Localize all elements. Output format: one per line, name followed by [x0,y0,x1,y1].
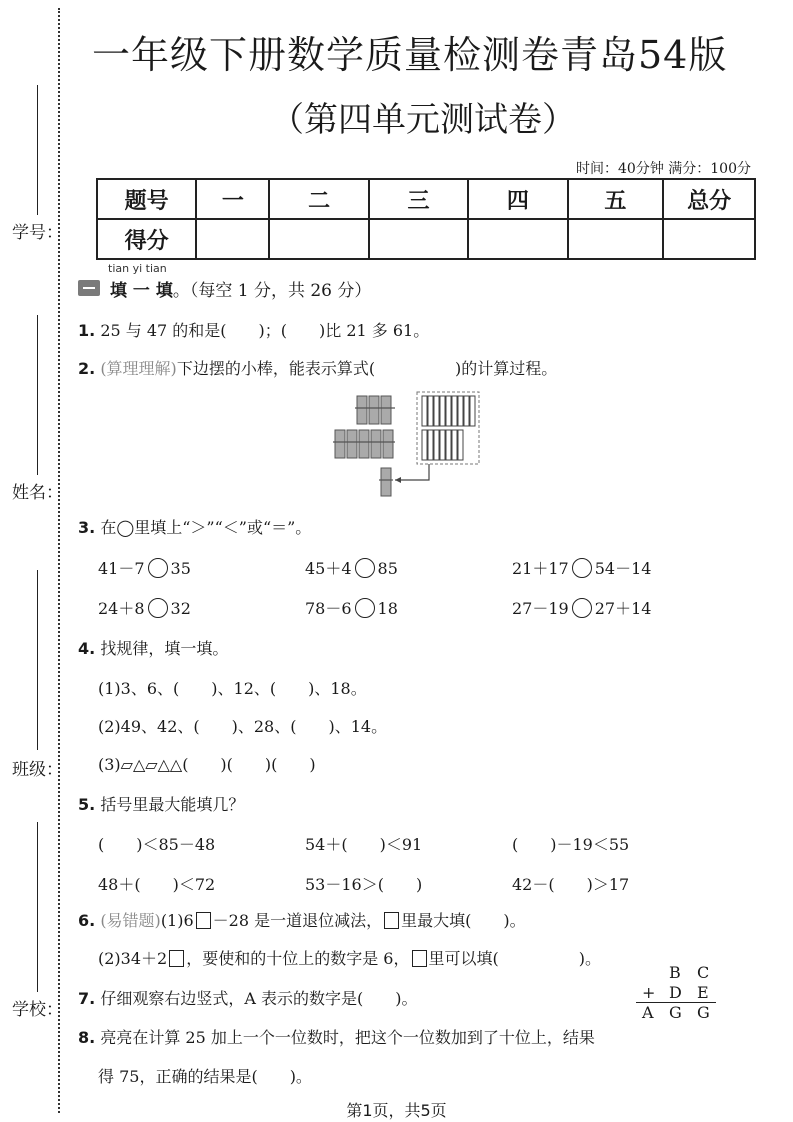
expr-right: 32 [170,599,191,618]
score-cell[interactable] [369,219,468,259]
question-number: 5. [78,795,96,814]
question-number: 2. [78,359,96,378]
expr-right: 85 [377,559,398,578]
compare-item [512,596,651,619]
question-text: 里最大填( )。 [401,911,526,930]
answer-circle[interactable] [148,598,168,618]
student-id-field-line[interactable] [37,85,38,215]
digit: E [697,983,709,1002]
pattern-line-2: (2)49、42、( )、28、( )、14。 [98,717,388,736]
section-heading [110,276,371,301]
score-cell[interactable] [568,219,664,259]
question-text: 括号里最大能填几？ [100,795,245,814]
question-text: (1)6 [160,911,194,930]
expr-right: 18 [377,599,398,618]
question-number: 4. [78,639,96,658]
question-text: 仔细观察右边竖式，A 表示的数字是( )。 [100,989,418,1008]
digit: A [642,1003,654,1022]
compare-item [98,596,191,619]
expr-left: 41－7 [98,559,145,578]
fill-item: 48＋( )＜72 [98,875,216,894]
table-cell: 得分 [97,219,196,259]
section-title: 填 一 填 [110,281,173,301]
question-text: 找规律，填一填。 [100,639,229,658]
page-title: 一年级下册数学质量检测卷青岛54版 [92,33,728,77]
score-table [96,178,756,260]
score-cell[interactable] [196,219,269,259]
question-7 [78,986,417,1009]
side-label-name: 姓名： [12,483,63,503]
question-text: 在◯里填上“＞”“＜”或“＝”。 [100,518,312,537]
digit: B [669,963,681,982]
question-number: 8. [78,1028,96,1047]
question-1 [78,318,429,341]
fill-item: 54＋( )＜91 [305,835,423,854]
digit: C [697,963,710,982]
name-field-line[interactable] [37,315,38,475]
question-text: 25 与 47 的和是( )；( )比 21 多 61。 [100,321,430,340]
question-4 [78,636,228,659]
expr-left: 24＋8 [98,599,145,618]
question-tag: (算理理解) [100,359,177,378]
question-number: 6. [78,911,96,930]
fill-item: ( )－19＜55 [512,835,630,854]
digit: D [669,983,682,1002]
expr-right: 35 [170,559,191,578]
side-label-class: 班级： [12,760,63,780]
answer-box[interactable] [169,950,184,967]
question-3 [78,515,311,538]
score-cell[interactable] [468,219,567,259]
expr-left: 27－19 [512,599,569,618]
digit: G [697,1003,710,1022]
question-text: 亮亮在计算 25 加上一个一位数时，把这个一位数加到了十位上，结果 [100,1028,595,1047]
question-2 [78,356,557,379]
question-8-line-2: 得 75，正确的结果是( )。 [98,1067,312,1086]
page-subtitle: （第四单元测试卷） [270,100,576,140]
table-cell: 三 [369,179,468,219]
sticks-illustration [325,388,485,503]
pattern-line-1: (1)3、6、( )、12、( )、18。 [98,679,367,698]
question-text: (2)34＋2 [98,949,168,968]
section-one-badge-icon [78,280,100,296]
school-field-line[interactable] [37,822,38,992]
question-6-part-2 [98,946,601,969]
table-cell: 四 [468,179,567,219]
answer-box[interactable] [412,950,427,967]
answer-circle[interactable] [355,558,375,578]
table-cell: 题号 [97,179,196,219]
compare-item [98,556,191,579]
table-cell: 五 [568,179,664,219]
side-label-school: 学校： [12,1000,63,1020]
fill-item: ( )＜85－48 [98,835,216,854]
expr-left: 21＋17 [512,559,569,578]
expr-left: 45＋4 [305,559,352,578]
table-cell: 总分 [663,179,755,219]
section-note: 。（每空 1 分，共 26 分） [172,281,372,301]
digit: G [669,1003,682,1022]
question-tag: (易错题) [100,911,161,930]
score-cell[interactable] [269,219,368,259]
side-label-student-id: 学号： [12,223,63,243]
pattern-line-3: (3)▱△▱△△( )( )( ) [98,755,316,774]
fill-item: 53－16＞( ) [305,875,423,894]
question-text: 里可以填( )。 [428,949,601,968]
table-cell: 二 [269,179,368,219]
plus-sign: + [642,983,656,1002]
answer-circle[interactable] [572,558,592,578]
score-cell[interactable] [663,219,755,259]
compare-item [512,556,651,579]
question-number: 3. [78,518,96,537]
table-cell: 一 [196,179,269,219]
question-6 [78,908,526,931]
section-pinyin: tian yi tian [108,262,167,275]
question-5 [78,792,244,815]
page-footer: 第1页，共5页 [346,1101,447,1120]
exam-meta: 时间：40分钟 满分：100分 [576,161,751,177]
question-8 [78,1025,595,1048]
question-number: 7. [78,989,96,1008]
expr-left: 78－6 [305,599,352,618]
answer-circle[interactable] [148,558,168,578]
expr-right: 54－14 [594,559,652,578]
fill-item: 42－( )＞17 [512,875,630,894]
question-text: 下边摆的小棒，能表示算式( )的计算过程。 [176,359,558,378]
answer-circle[interactable] [572,598,592,618]
answer-box[interactable] [196,912,211,929]
compare-item [305,596,398,619]
answer-box[interactable] [384,912,399,929]
score-table-score-row [97,219,755,259]
expr-right: 27＋14 [594,599,652,618]
score-table-header-row [97,179,755,219]
question-text: ，要使和的十位上的数字是 6， [186,949,410,968]
class-field-line[interactable] [37,570,38,750]
compare-item [305,556,398,579]
answer-circle[interactable] [355,598,375,618]
binding-dotted-line [58,8,60,1113]
question-number: 1. [78,321,96,340]
question-text: －28 是一道退位减法， [212,911,383,930]
